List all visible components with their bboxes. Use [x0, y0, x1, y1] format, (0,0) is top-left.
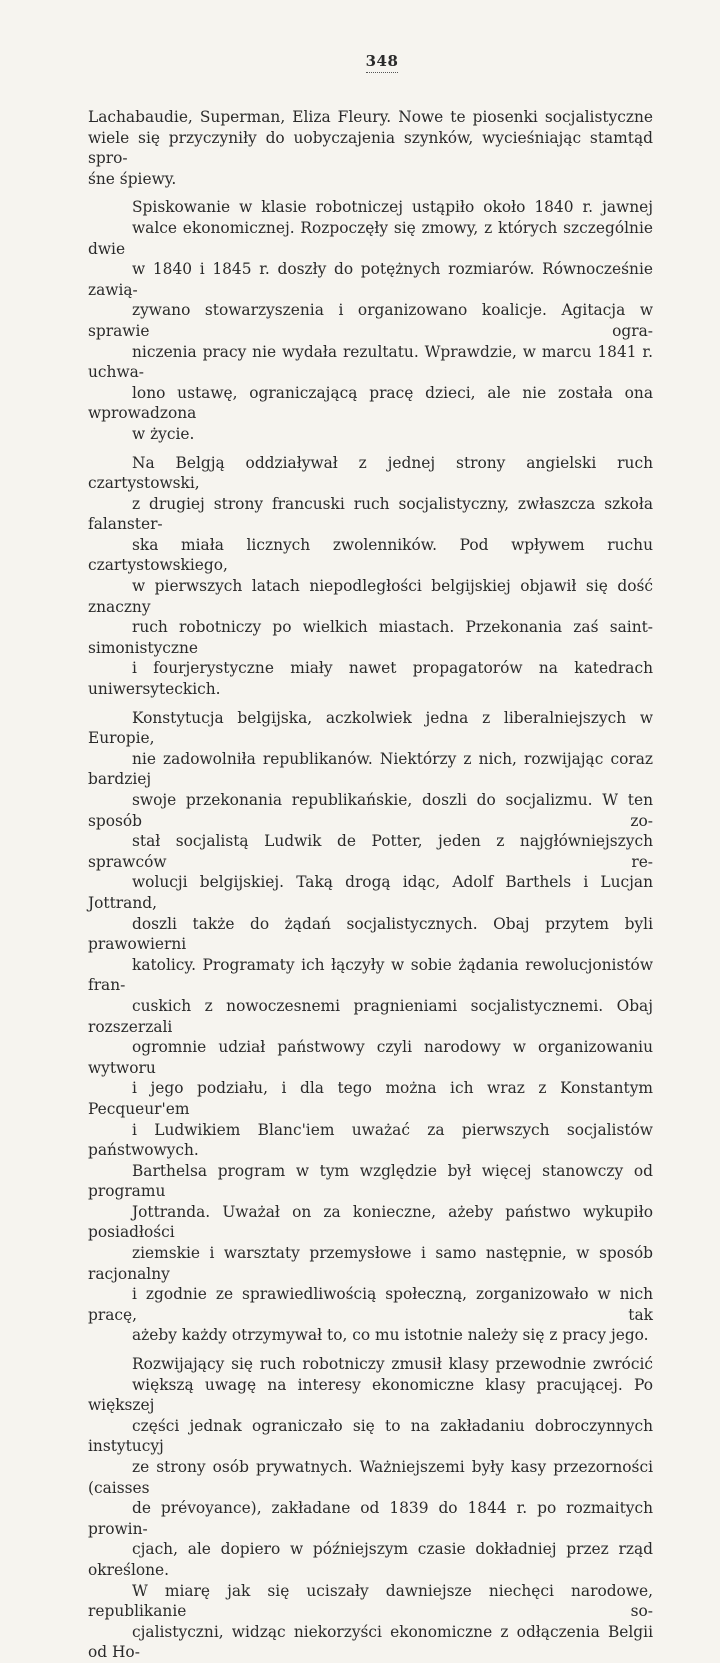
text-line: większą uwagę na interesy ekonomiczne klasy pracującej. Po większej: [88, 1375, 653, 1415]
text-line: niczenia pracy nie wydała rezultatu. Wprawdzie, w marcu 1841 r. uchwa-: [88, 342, 653, 382]
text-line: swoje przekonania republikańskie, doszli do socjalizmu. W ten sposób zo-: [88, 791, 653, 830]
text-line: Jottranda. Uważał on za konieczne, ażeby państwo wykupiło posiadłości: [88, 1202, 653, 1242]
text-line: ska miała licznych zwolenników. Pod wpływem ruchu czartystowskiego,: [88, 535, 653, 575]
paragraph: [88, 107, 653, 189]
text-line: Rozwijający się ruch robotniczy zmusił klasy przewodnie zwrócić: [132, 1355, 653, 1374]
text-line: i zgodnie ze sprawiedliwością społeczną, zorganizowało w nich pracę, tak: [88, 1285, 653, 1324]
text-line: Na Belgją oddziaływał z jednej strony angielski ruch czartystowski,: [88, 453, 653, 493]
text-line: ziemskie i warsztaty przemysłowe i samo następnie, w sposób racjonalny: [88, 1244, 653, 1283]
text-line: katolicy. Programaty ich łączyły w sobie żądania rewolucjonistów fran-: [88, 955, 653, 995]
text-line: doszli także do żądań socjalistycznych. Obaj przytem byli prawowierni: [88, 914, 653, 954]
text-line: w pierwszych latach niepodległości belgijskiej objawił się dość znaczny: [88, 577, 653, 616]
text-line: w 1840 i 1845 r. doszły do potężnych rozmiarów. Równocześnie zawią-: [88, 260, 653, 299]
text-line: Barthelsa program w tym względzie był więcej stanowczy od programu: [88, 1161, 653, 1201]
text-line: cuskich z nowoczesnemi pragnieniami socjalistycznemi. Obaj rozszerzali: [88, 996, 653, 1036]
text-line: części jednak ograniczało się to na zakładaniu dobroczynnych instytucyj: [88, 1416, 653, 1456]
paragraph: [88, 1354, 653, 1663]
text-line: Konstytucja belgijska, aczkolwiek jedna z liberalniejszych w Europie,: [88, 708, 653, 748]
text-line: śne śpiewy.: [88, 169, 177, 188]
text-line: wiele się przyczyniły do uobyczajenia szynków, wycieśniając stamtąd spro-: [88, 128, 653, 168]
text-line: stał socjalistą Ludwik de Potter, jeden z najgłówniejszych sprawców re-: [88, 832, 653, 871]
text-line: W miarę jak się uciszały dawniejsze niechęci narodowe, republikanie so-: [88, 1581, 653, 1621]
text-line: ażeby każdy otrzymywał to, co mu istotnie należy się z pracy jego.: [132, 1326, 649, 1345]
text-line: i Ludwikiem Blanc'iem uważać za pierwszych socjalistów państwowych.: [88, 1120, 653, 1160]
text-line: i jego podziału, i dla tego można ich wraz z Konstantym Pecqueur'em: [88, 1079, 653, 1118]
text-line: ogromnie udział państwowy czyli narodowy w organizowaniu wytworu: [88, 1038, 653, 1077]
text-line: ze strony osób prywatnych. Ważniejszemi były kasy przezorności (caisses: [88, 1458, 653, 1497]
body-text: [88, 107, 653, 1663]
text-line: w życie.: [132, 424, 195, 443]
text-line: cjalistyczni, widząc niekorzyści ekonomiczne z odłączenia Belgii od Ho-: [88, 1622, 653, 1662]
text-line: cjach, ale dopiero w późniejszym czasie dokładniej przez rząd określone.: [88, 1540, 653, 1579]
text-line: zywano stowarzyszenia i organizowano koalicje. Agitacja w sprawie ogra-: [88, 301, 653, 340]
text-line: i fourjerystyczne miały nawet propagatorów na katedrach uniwersyteckich.: [88, 659, 653, 699]
text-line: Lachabaudie, Superman, Eliza Fleury. Nowe te piosenki socjalistyczne: [88, 108, 653, 126]
text-line: wolucji belgijskiej. Taką drogą idąc, Adolf Barthels i Lucjan Jottrand,: [88, 873, 653, 912]
text-line: ruch robotniczy po wielkich miastach. Przekonania zaś saint-simonistyczne: [88, 618, 653, 657]
page-number: [88, 52, 680, 73]
text-line: nie zadowolniła republikanów. Niektórzy z nich, rozwijając coraz bardziej: [88, 749, 653, 789]
paragraph: [88, 453, 653, 700]
paragraph: [88, 197, 653, 444]
text-line: de prévoyance), zakładane od 1839 do 1844 r. po rozmaitych prowin-: [88, 1499, 653, 1538]
text-line: walce ekonomicznej. Rozpoczęły się zmowy, z których szczególnie dwie: [88, 218, 653, 258]
text-line: lono ustawę, ograniczającą pracę dzieci, ale nie została ona wprowadzona: [88, 383, 653, 423]
text-line: Spiskowanie w klasie robotniczej ustąpiło około 1840 r. jawnej: [132, 198, 653, 217]
text-line: z drugiej strony francuski ruch socjalistyczny, zwłaszcza szkoła falanster-: [88, 494, 653, 534]
paragraph: [88, 708, 653, 1346]
page-number-text: 348: [366, 52, 399, 73]
